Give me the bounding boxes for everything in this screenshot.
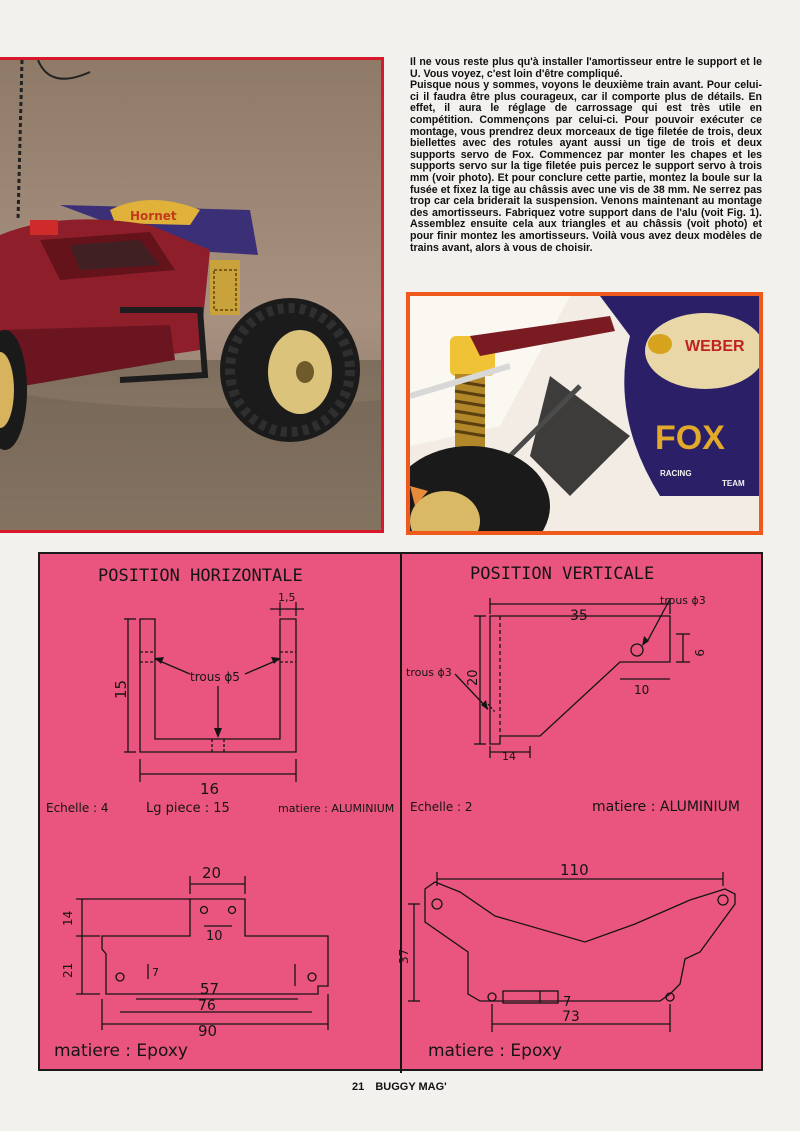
plate-right-material: matiere : Epoxy	[428, 1041, 562, 1061]
article-text	[410, 57, 762, 254]
article-paragraph-1: Il ne vous reste plus qu'à installer l'amortisseur entre le support et le U. Vous voyez, c'est loin d'être compliqué.	[410, 56, 762, 80]
plate-right-dim-37: 37	[397, 948, 411, 964]
right-material: matiere : ALUMINIUM	[592, 799, 740, 815]
page-number: 21	[352, 1081, 365, 1093]
left-title: POSITION HORIZONTALE	[98, 566, 303, 586]
weber-sticker: WEBER	[685, 338, 745, 355]
magazine-name: BUGGY MAG'	[375, 1081, 447, 1093]
plate-left-dim-7: 7	[152, 966, 159, 979]
racing-sticker: RACING	[660, 469, 692, 478]
article-paragraph-2: Puisque nous y sommes, voyons le deuxième train avant. Pour celui-ci il faudra être plus courageux, car il comporte plus de détails. En effet, il aura le réglage de carrossage qui est très utile en compétition. Commençons par celui-ci. Pour pouvoir exécuter ce montage, vous prendrez deux morceaux de tige filetée de trois, deux biellettes avec des rotules ayant aussi un tige de trois et deux supports servo de Fox. Commencez par monter les chapes et les supports servo sur la tige filetée puis percez le support servo à trois mm (voir photo). Et pour conclure cette partie, montez la boule sur la fusée et fixez la tige au châssis avec une vis de 38 mm. Ne serrez pas trop car cela briderait la suspension. Venons maintenant au montage des amortisseurs. Fabriquez votre support dans de l'alu (voit Fig. 1). Assemblez ensuite cela aux triangles et au châssis (voit photo) et pour finir montez les amortisseurs. Voilà vous avez deux modèles de trains avant, alors à vous de choisir.	[410, 79, 762, 254]
right-dim-height: 20	[466, 669, 481, 686]
left-scale: Echelle : 4	[46, 801, 109, 815]
plate-left-dim-10: 10	[206, 929, 223, 944]
technical-drawing	[38, 552, 763, 1071]
right-dim-tab: 10	[634, 683, 650, 697]
plate-left-dim-14: 14	[61, 910, 75, 926]
left-material: matiere : ALUMINIUM	[278, 802, 395, 815]
right-title: POSITION VERTICALE	[470, 564, 655, 584]
chassis-photo	[406, 292, 763, 535]
right-dim-top: 35	[570, 608, 588, 624]
plate-left-dim-21: 21	[61, 962, 75, 978]
plate-right-dim-73: 73	[562, 1009, 580, 1025]
wing-sticker: Hornet	[130, 209, 177, 223]
plate-left-dim-76: 76	[198, 998, 216, 1014]
right-holes-left: trous ϕ3	[406, 666, 452, 679]
right-dim-small: 9	[692, 649, 706, 657]
plate-left-material: matiere : Epoxy	[54, 1041, 188, 1061]
right-dim-base: 14	[502, 750, 516, 763]
team-sticker: TEAM	[722, 479, 745, 488]
fox-sticker: FOX	[655, 419, 725, 457]
plate-right-dim-110: 110	[560, 861, 589, 879]
left-dim-width: 16	[200, 780, 220, 798]
page-footer	[352, 1081, 455, 1093]
right-holes-top: trous ϕ3	[660, 594, 706, 607]
left-dim-height: 15	[112, 679, 130, 699]
plate-left-dim-20: 20	[202, 864, 222, 882]
plate-left-dim-57: 57	[200, 980, 220, 998]
left-holes-label: trous ϕ5	[190, 670, 240, 684]
left-dim-thickness: 1,5	[278, 591, 296, 604]
right-scale: Echelle : 2	[410, 800, 473, 814]
buggy-photo	[0, 57, 384, 533]
plate-right-dim-7: 7	[563, 995, 572, 1010]
left-length: Lg piece : 15	[146, 801, 230, 816]
drawing-canvas	[40, 554, 765, 1073]
plate-left-dim-90: 90	[198, 1022, 218, 1040]
